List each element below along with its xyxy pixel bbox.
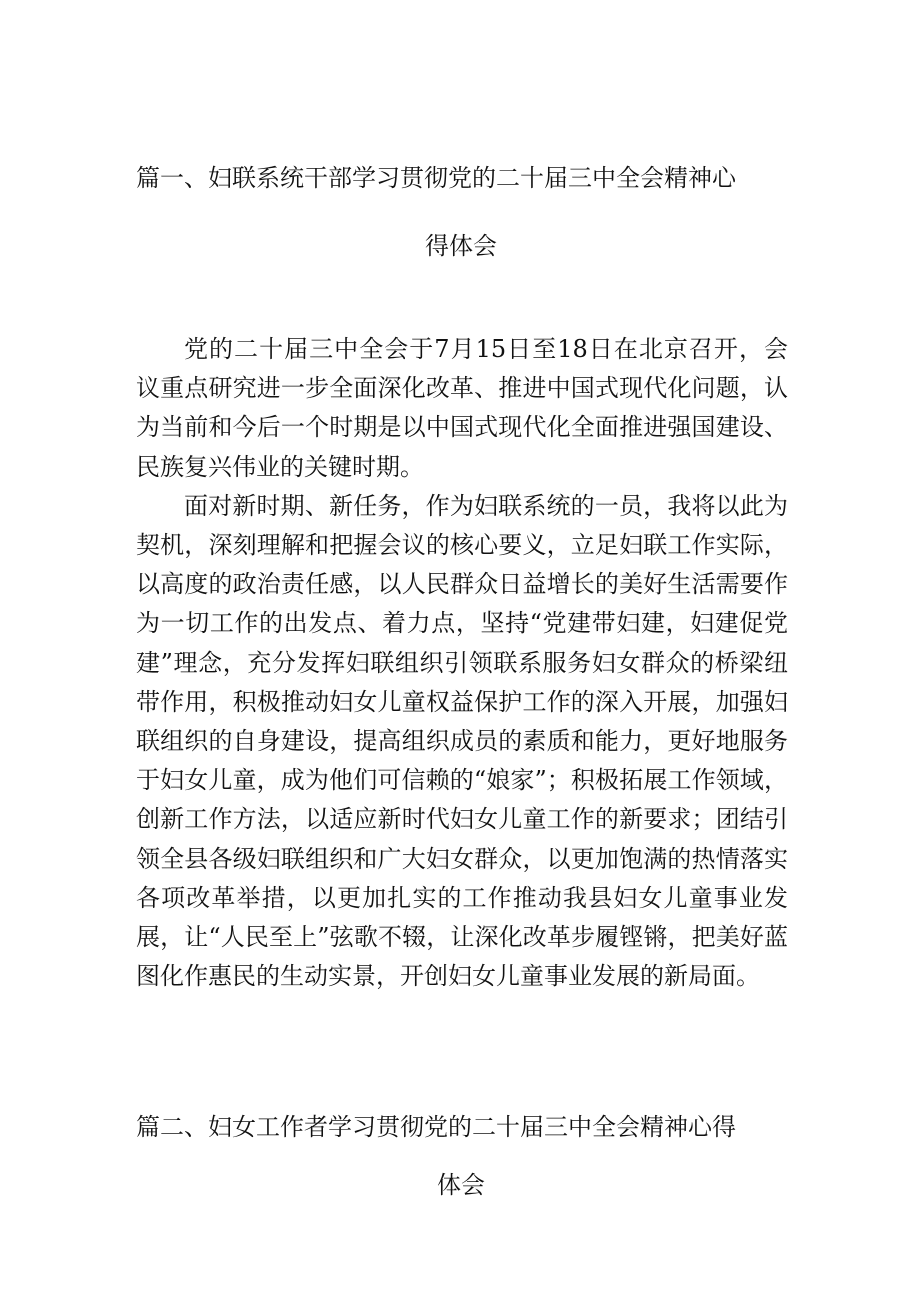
section1-title-line1: 篇一、妇联系统干部学习贯彻党的二十届三中全会精神心 xyxy=(136,164,736,192)
section1-paragraph-1: 党的二十届三中全会于7月15日至18日在北京召开，会议重点研究进一步全面深化改革、推进中国式现代化问题，认为当前和今后一个时期是以中国式现代化全面推进强国建设、民族复兴伟业的关键时期。 xyxy=(136,335,788,481)
section1-body xyxy=(136,330,788,996)
section1-paragraph-2: 面对新时期、新任务，作为妇联系统的一员，我将以此为契机，深刻理解和把握会议的核心要义，立足妇联工作实际，以高度的政治责任感，以人民群众日益增长的美好生活需要作为一切工作的出发点、着力点，坚持“党建带妇建，妇建促党建”理念，充分发挥妇联组织引领联系服务妇女群众的桥梁纽带作用，积极推动妇女儿童权益保护工作的深入开展，加强妇联组织的自身建设，提高组织成员的素质和能力，更好地服务于妇女儿童，成为他们可信赖的“娘家”；积极拓展工作领域，创新工作方法，以适应新时代妇女儿童工作的新要求；团结引领全县各级妇联组织和广大妇女群众，以更加饱满的热情落实各项改革举措，以更加扎实的工作推动我县妇女儿童事业发展，让“人民至上”弦歌不辍，让深化改革步履铿锵，把美好蓝图化作惠民的生动实景，开创妇女儿童事业发展的新局面。 xyxy=(136,491,788,991)
section2-title-line2: 体会 xyxy=(437,1171,485,1199)
section2-title-line1: 篇二、妇女工作者学习贯彻党的二十届三中全会精神心得 xyxy=(136,1113,736,1141)
section1-title-line2: 得体会 xyxy=(425,232,497,260)
